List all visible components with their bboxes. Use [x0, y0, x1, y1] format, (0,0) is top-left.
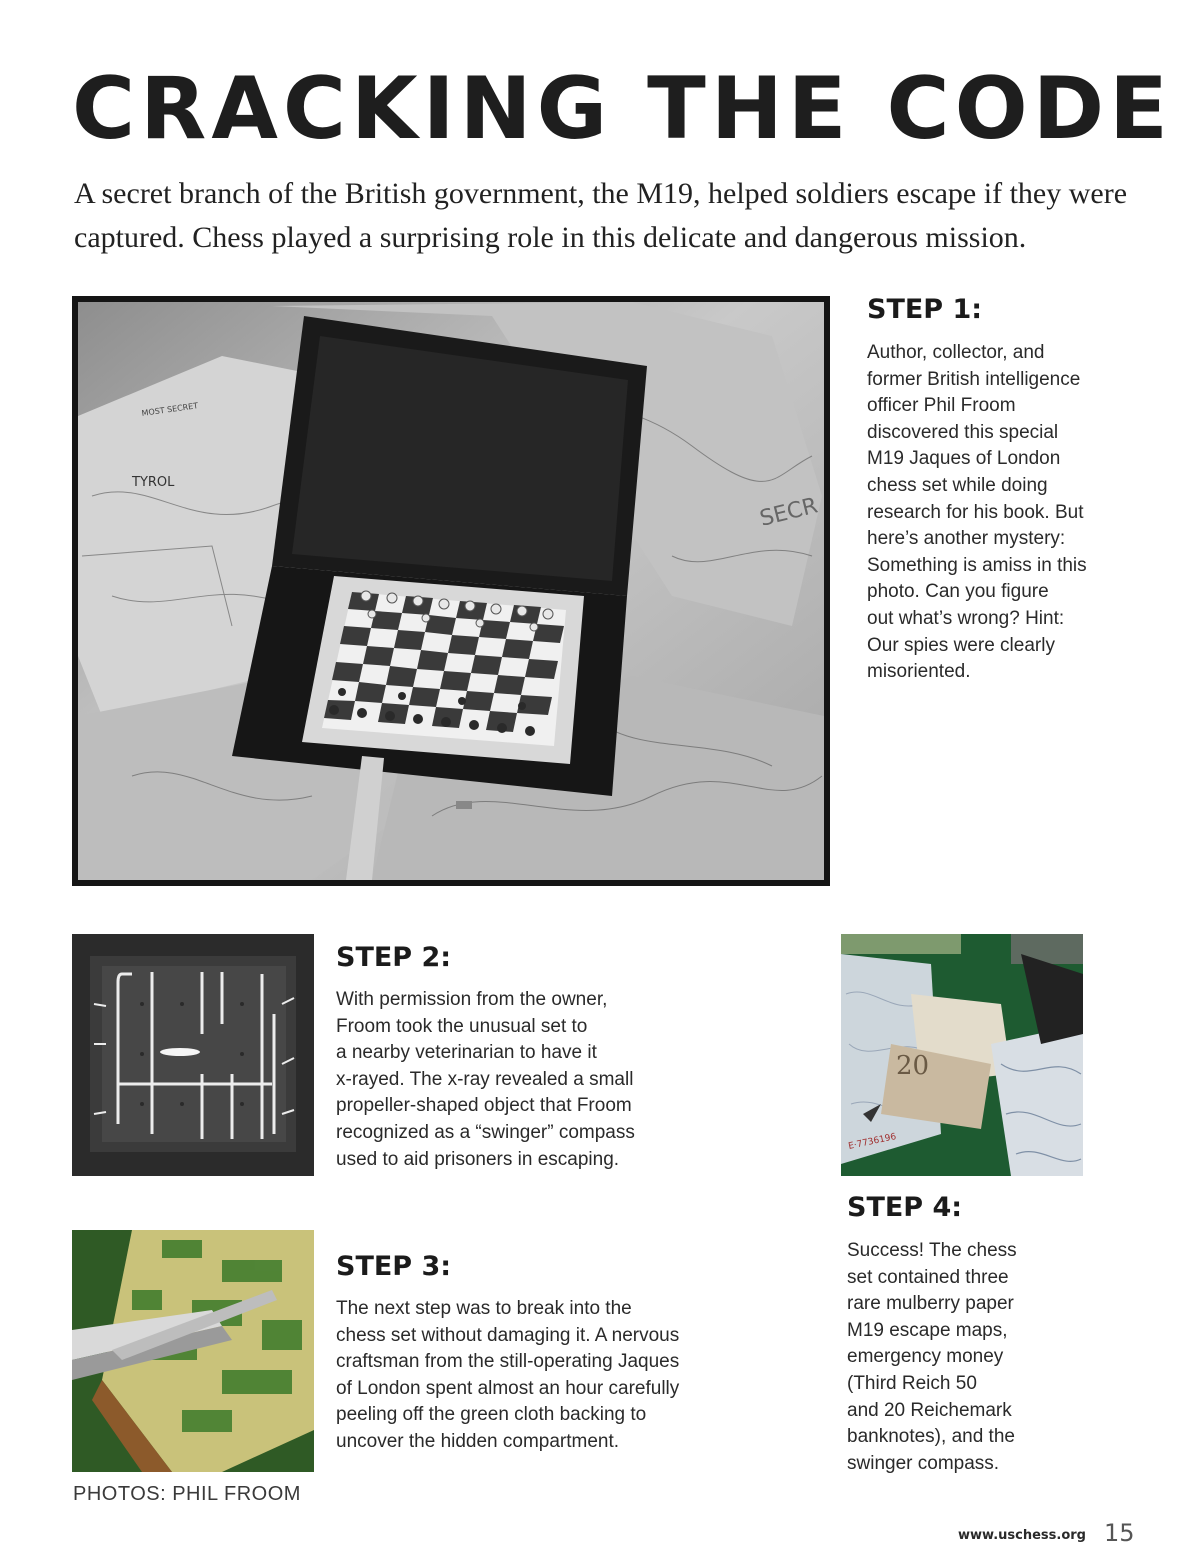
step-4-line: and 20 Reichemark — [847, 1399, 1012, 1421]
step-1-line: photo. Can you figure — [867, 581, 1049, 603]
step-2-line: used to aid prisoners in escaping. — [336, 1148, 620, 1170]
step-1-line: Author, collector, and — [867, 342, 1045, 363]
intro-line: captured. Chess played a surprising role in this delicate and dangerous mission. — [74, 221, 1027, 254]
page-title: CRACKING THE CODE — [72, 59, 1173, 159]
step-3-line: uncover the hidden compartment. — [336, 1430, 620, 1452]
step-3-text — [336, 1296, 776, 1456]
step-4-line: rare mulberry paper — [847, 1293, 1014, 1315]
step-1-line: M19 Jaques of London — [867, 448, 1061, 470]
step-2-line: Froom took the unusual set to — [336, 1015, 588, 1037]
map-stamp: MOST SECRET — [141, 401, 199, 418]
step-2-text — [336, 987, 756, 1173]
step-1-line: Something is amiss in this — [867, 554, 1087, 576]
compass-xray-shape — [160, 1048, 200, 1056]
step-2-line: recognized as a “swinger” compass — [336, 1121, 635, 1143]
step-1-text — [867, 340, 1167, 686]
step-2-line: With permission from the owner, — [336, 989, 608, 1010]
chess-set-photo — [72, 296, 830, 886]
banknote-value: 20 — [896, 1051, 930, 1081]
banknote-serial: E·7736196 — [847, 1132, 898, 1152]
step-4-line: banknotes), and the — [847, 1426, 1015, 1448]
step-1-line: misoriented. — [867, 661, 971, 683]
step-2-line: x-rayed. The x-ray revealed a small — [336, 1068, 634, 1090]
map-edge-text: SECR — [757, 493, 821, 532]
step-3-line: chess set without damaging it. A nervous — [336, 1324, 680, 1346]
step-2-line: a nearby veterinarian to have it — [336, 1042, 597, 1064]
step-4-heading: STEP 4: — [847, 1192, 963, 1223]
photo-credit: PHOTOS: PHIL FROOM — [73, 1483, 301, 1505]
page-number: 15 — [1104, 1519, 1135, 1547]
step-3-line: The next step was to break into the — [336, 1298, 632, 1319]
step-2-heading: STEP 2: — [336, 942, 452, 973]
step-4-line: set contained three — [847, 1266, 1009, 1288]
step-4-line: swinger compass. — [847, 1452, 1000, 1474]
intro-line: A secret branch of the British government, the M19, helped soldiers escape if they were — [74, 177, 1128, 210]
chess-board — [322, 591, 566, 746]
step-1-line: here’s another mystery: — [867, 528, 1066, 550]
step-1-line: Our spies were clearly — [867, 634, 1055, 656]
xray-photo — [72, 934, 314, 1176]
step-4-line: Success! The chess — [847, 1240, 1017, 1261]
step-3-heading: STEP 3: — [336, 1251, 452, 1282]
step-3-line: of London spent almost an hour carefully — [336, 1377, 680, 1399]
step-4-line: (Third Reich 50 — [847, 1372, 977, 1394]
step-3-line: craftsman from the still-operating Jaques — [336, 1351, 680, 1373]
map-label: TYROL — [132, 475, 175, 490]
step-1-line: discovered this special — [867, 421, 1059, 443]
step-1-line: research for his book. But — [867, 501, 1084, 523]
step-1-heading: STEP 1: — [867, 294, 983, 325]
intro-paragraph — [74, 172, 1144, 260]
step-4-text — [847, 1238, 1147, 1477]
step-2-line: propeller-shaped object that Froom — [336, 1095, 632, 1117]
website-url: www.uschess.org — [958, 1528, 1086, 1543]
step-1-line: officer Phil Froom — [867, 395, 1016, 417]
step-1-line: former British intelligence — [867, 368, 1081, 390]
escape-maps-photo — [841, 934, 1083, 1176]
cloth-peeling-photo — [72, 1230, 314, 1472]
step-4-line: M19 escape maps, — [847, 1319, 1008, 1341]
step-3-line: peeling off the green cloth backing to — [336, 1404, 647, 1426]
step-1-line: chess set while doing — [867, 474, 1048, 496]
step-1-line: out what’s wrong? Hint: — [867, 607, 1065, 629]
step-4-line: emergency money — [847, 1346, 1004, 1368]
